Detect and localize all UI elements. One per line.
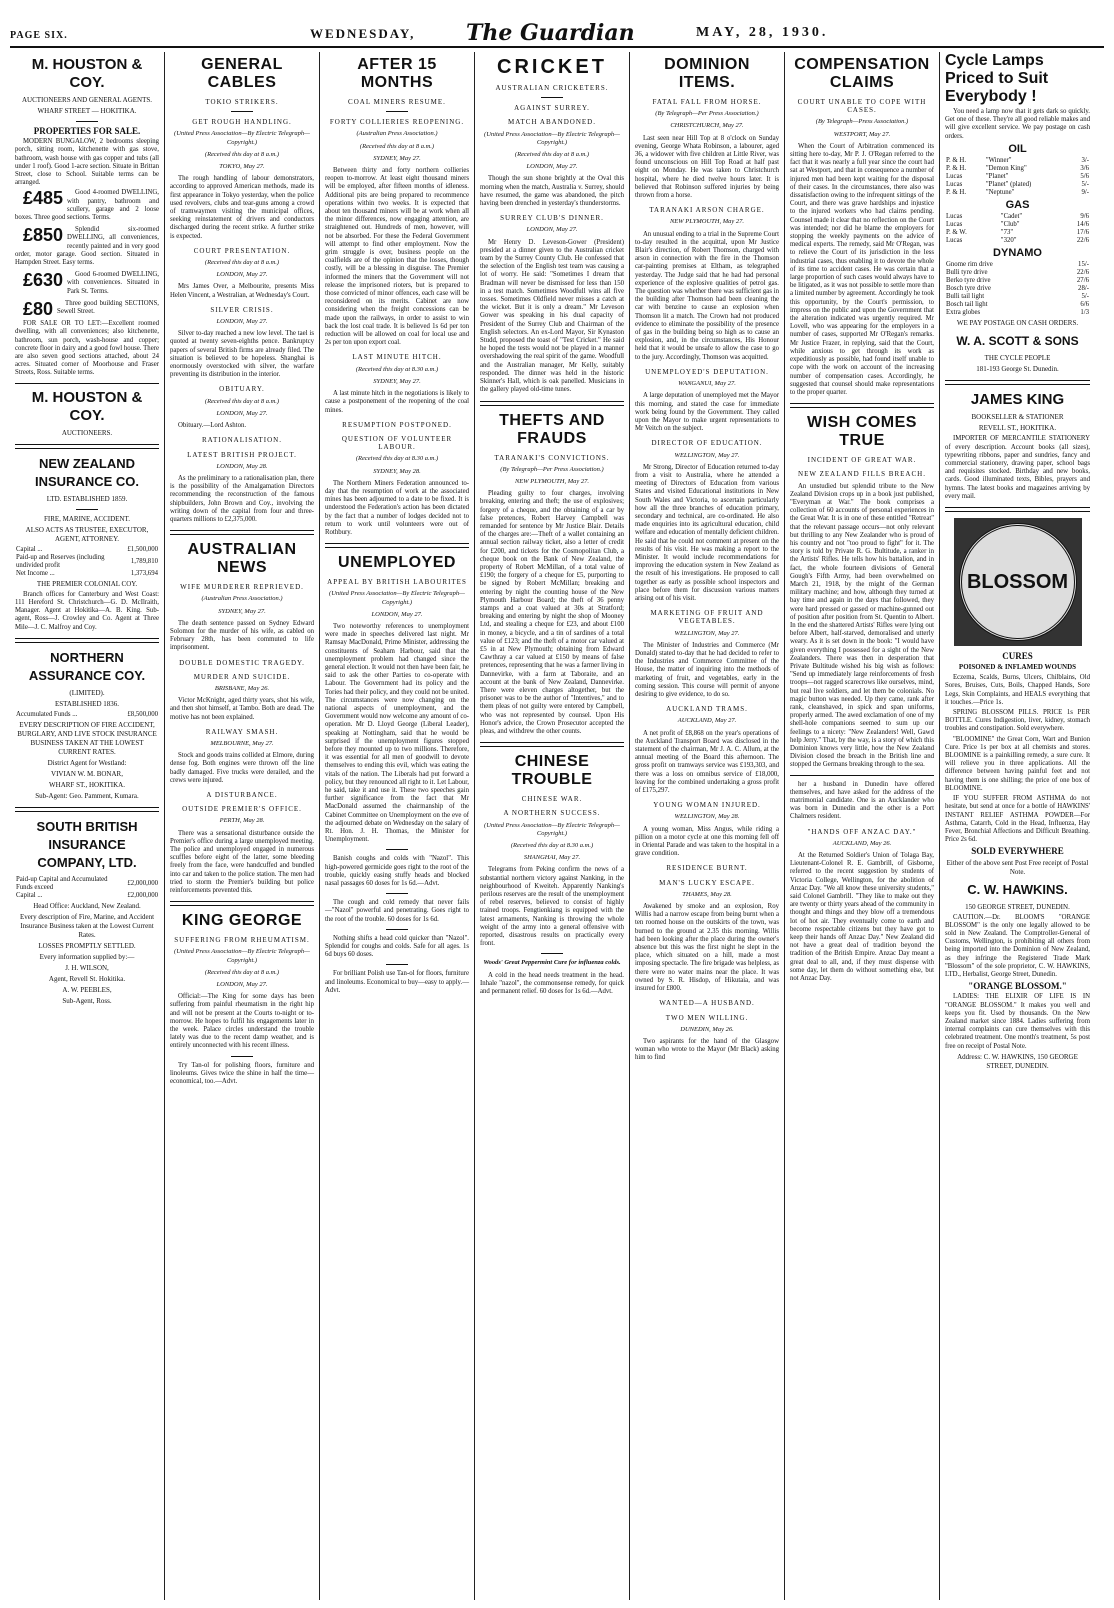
northern-assurance-line: District Agent for Westland: <box>47 758 127 767</box>
dateline: WELLINGTON, May 27. <box>674 451 740 459</box>
source-line: (By Telegraph—Press Association.) <box>815 118 909 126</box>
subheading: A DISTURBANCE. <box>206 790 278 799</box>
received-line: (Received this day at 8 a.m.) <box>204 150 280 158</box>
subheading: COURT PRESENTATION. <box>193 246 291 255</box>
hawkins-title: C. W. HAWKINS. <box>967 881 1068 897</box>
subheading: COAL MINERS RESUME. <box>348 98 446 106</box>
dateline: LONDON, May 27. <box>526 163 578 171</box>
property-listing: £80 Three good building SECTIONS, Sewell Street. <box>15 300 159 316</box>
issue-day: WEDNESDAY, <box>310 26 416 41</box>
property-listing: £485 Good 4-roomed DWELLING, with pantry, bathroom and scullery, garage and 2 loose boxes. Three good sections. Terms. <box>15 188 159 222</box>
blossom-logo <box>954 518 1082 646</box>
subheading: TOKIO STRIKERS. <box>205 98 279 106</box>
subheading: TARANAKI'S CONVICTIONS. <box>494 453 610 462</box>
houston-title: M. HOUSTON & COY. <box>31 56 143 91</box>
dateline: AUCKLAND, May 27. <box>677 717 737 725</box>
subheading: LATEST BRITISH PROJECT. <box>187 450 297 459</box>
dateline: LONDON, May 27. <box>216 271 268 279</box>
article-text: Official:—The King for some days has been suffering from painful rheumatism in the right hip and will not be present at the Courts to-night or to-morrow. He hopes to fulfil his engagements later in the week. Palace circles understand the trouble lately was due to the recent damp weather, and is entirely unconnected with his recent illness. <box>170 993 314 1050</box>
article-text: As the preliminary to a rationalisation plan, there is the possibility of the Amalgamation Directors recommending the reconstruction of the famous shipbuilders, John Brown and Coy., involving the writing down of the capital from four and three-quarters millions to £2,375,000. <box>170 474 314 523</box>
subheading: MAN'S LUCKY ESCAPE. <box>659 878 755 887</box>
price-row: Berko tyre drive 27/6 <box>946 277 1089 285</box>
column-cricket <box>475 52 630 1600</box>
subheading: AUSTRALIAN CRICKETERS. <box>495 84 609 92</box>
nz-insurance-title: NEW ZEALAND INSURANCE CO. <box>34 455 139 489</box>
article-text: The death sentence passed on Sydney Edward Solomon for the murder of his wife, as cabled on February 28th, has been commuted to life imprisonment. <box>170 619 314 652</box>
gas-lamp-prices <box>945 213 1090 245</box>
south-british-title: SOUTH BRITISH INSURANCE COMPANY, LTD. <box>36 818 138 870</box>
article-text: The Northern Miners Federation announced to-day that the resumption of work at the associated mines has been adjourned to a date to be fixed. It is understood the Federation's action has been dictated by the fact that a number of lodges decided not to return to work until volunteers were out of Rothbury. <box>325 479 469 536</box>
dateline: TOKYO, May 27. <box>219 163 265 171</box>
dateline: SYDNEY, May 27. <box>373 154 421 162</box>
dateline: SYDNEY, May 28. <box>373 467 421 475</box>
dateline: WELLINGTON, May 27. <box>674 629 740 637</box>
dateline: LONDON, May 27. <box>216 981 268 989</box>
dateline: WELLINGTON, May 28. <box>674 813 740 821</box>
property-listing: MODERN BUNGALOW, 2 bedrooms sleeping porch, sitting room, kitchenette with gas stove, bathroom, wash house with gas copper and tubs (all under 1 roof). Good 1-acre section. Situate in Brittan Street, close to School. Suitable terms can be arranged. <box>15 138 159 187</box>
dateline: LONDON, May 27. <box>216 409 268 417</box>
james-king-address: REVELL ST., HOKITIKA. <box>978 424 1057 433</box>
column-compensation-claims <box>785 52 940 1600</box>
dateline: DUNEDIN, May 26. <box>680 1025 734 1033</box>
james-king-title: JAMES KING <box>970 391 1065 409</box>
article-text: Mr Strong, Director of Education returned to-day from a visit to Australia, where he attended a meeting of Directors of Education from various States and visited Educational institutions in New South Wales and Victoria, to ascertain particularly how all the three branches of education primary, secondary and technical, are co-ordinated. He also made enquiries into its agricultural education, child welfare and education of mentally deficient children. He said that he could not comment at present on the results of his visit. He was making a report to the Minister. It would include recommendations for improving the education system in New Zealand as the result of his investigations. He proposed to call together as early as possible school inspectors and place before them for discussion various matters arising out of his visit. <box>635 463 779 602</box>
dateline: SHANGHAI, May 27. <box>523 854 581 862</box>
postage-note: WE PAY POSTAGE ON CASH ORDERS. <box>956 319 1079 328</box>
section-heading: COMPENSATION CLAIMS <box>794 56 930 91</box>
price-row: Extra globes 1/3 <box>946 309 1089 317</box>
price-row: Lucas "320" 22/6 <box>946 237 1089 245</box>
section-heading: CRICKET <box>497 56 607 78</box>
dateline: SYDNEY, May 27. <box>218 607 266 615</box>
northern-assurance-line: EVERY DESCRIPTION OF FIRE ACCIDENT, BURGLARY, AND LIVE STOCK INSURANCE BUSINESS TAKEN AT THE LOWEST CURRENT RATES. <box>17 720 157 756</box>
subheading: MATCH ABANDONED. <box>508 118 596 127</box>
blossom-logo-text: BLOSSOM <box>959 523 1077 641</box>
cycle-lamps-intro: You need a lamp now that it gets dark so quickly. Get one of these. They're all good reliable makes and will give excellent service. We pay postage on cash orders. <box>945 108 1090 140</box>
article-text: Mr Henry D. Leveson-Gower (President) presided at a dinner given to the Australian cricket team by the Surrey County Club. He confessed that the selection of the English test team was causing a lot of worry. He said: "Sometimes I dream that Bradman will never be dismissed for less than 150 in a test match. Sometimes Woodfull wins all five tosses. Sometimes Oldfield never misses a catch at the wicket. But it is only a dream." Mr Leveson Gower was speaking in his dual capacity of President of the Surrey Club and Chairman of the English selectors. An ex-Lord Mayor, Sir Kynaston Studd, proposed the toast of "Test Cricket." He said he hoped the tests would not be played in a manner overshadowing the real spirit of the game. Woodfull and the Australian manager, Mr Kelly, suitably responded. The dinner was held in the historic Skinner's Hall, which is oak panelled. Musicians in the gallery played old-time tunes. <box>480 238 624 394</box>
received-line: (Received this day at 8 a.m.) <box>204 259 280 267</box>
received-line: (Received this day at 8.30 a.m.) <box>355 365 439 373</box>
advertisement-text: Nothing shifts a head cold quicker than "Nazol". Splendid for coughs and colds. Safe for all ages. 1s 6d buys 60 doses. <box>325 934 469 959</box>
dateline: NEW PLYMOUTH, May 27. <box>669 218 745 226</box>
article-text: Last seen near Hill Top at 8 o'clock on Sunday evening, George Whata Robinson, a labourer, aged 36, a widower with five children at Little River, was found unconscious on Hill Top Road at half past eight on Monday. He was taken to Christchurch hospital, where he died twelve hours later. It is believed that Robinson suffered injuries by being thrown from a horse. <box>635 134 779 200</box>
subheading: QUESTION OF VOLUNTEER LABOUR. <box>341 434 453 452</box>
article-text: There was a sensational disturbance outside the Premier's office during a large unemployed meeting. The police and unemployed engaged in numerous scuffles before eight of the latter, some bleeding freely from the face, were handcuffed and bundled into car and taken to the police station. The men had tried to storm the Premier's building but police reinforcements prevented this. <box>170 829 314 895</box>
nz-insurance-line: FIRE, MARINE, ACCIDENT. <box>43 514 130 523</box>
nz-insurance-sub: LTD. ESTABLISHED 1859. <box>46 494 128 503</box>
northern-assurance-line: VIVIAN W. M. BONAR, <box>51 769 123 778</box>
received-line: (Received this day at 8 a.m.) <box>359 142 435 150</box>
dateline: LONDON, May 28. <box>216 462 268 470</box>
article-text: The Minister of Industries and Commerce (Mr Donald) stated to-day that he had decided to refer to the Industries and Commerce Committee of the House, the matter of inquiring into the methods of marketing of fruit, and vegetables, early in the coming session. This course will permit of anyone desiring to give evidence, to do so. <box>635 641 779 698</box>
section-heading: WISH COMES TRUE <box>807 414 917 450</box>
received-line: (Received this day at 8 a.m.) <box>204 968 280 976</box>
subheading: WANTED—A HUSBAND. <box>659 999 755 1008</box>
article-text: Silver to-day reached a new low level. The tael is quoted at twenty seven-eighths pence. Bankruptcy papers of several British firms are already filed. The situation is believed to be hopeless. Shanghai is enormously overstocked with silver, the warfare preventing its distribution in the interior. <box>170 330 314 379</box>
article-text: Telegrams from Peking confirm the news of a substantial northern victory against Nanking, in the neighbourhood of Kweiteh. Apparently Nanking's perilous reserves are the result of the unemployment of rebel reserves, believed to consist of highly trained troops. Fengtienkiang is equipped with the latest armaments, Nanking is throwing the whole weight of the army into a general offensive with reported, disastrous results on practically every front. <box>480 866 624 948</box>
dateline: BRISBANE, May 26. <box>214 684 270 692</box>
property-price: £485 <box>23 188 64 209</box>
price-row: P. & H. "Neptune" 9/- <box>946 189 1089 197</box>
subheading: OUTSIDE PREMIER'S OFFICE. <box>182 805 302 814</box>
south-british-line: J. H. WILSON, <box>65 963 109 972</box>
subheading: YOUNG WOMAN INJURED. <box>653 801 761 810</box>
price-row: Bosch tail light 6/6 <box>946 301 1089 309</box>
article-text: her a husband in Dunedin have offered themselves, and have asked for the address of the matrimonial candidate. One is an Aucklander who was born in Dunedin and the other is a Port Chalmers resident. <box>790 780 934 821</box>
dateline: NEW PLYMOUTH, May 27. <box>514 477 590 485</box>
hawkins-address: 150 GEORGE STREET, DUNEDIN. <box>965 902 1070 911</box>
dateline: LONDON, May 27. <box>216 318 268 326</box>
property-listing: £630 Good 6-roomed DWELLING, with conveniences. Situated in Park St. Terms. <box>15 271 159 296</box>
source-line: (United Press Association—By Electric Telegraph—Copyright.) <box>174 948 310 964</box>
dateline: WESTPORT, May 27. <box>833 130 891 138</box>
subheading: TWO MEN WILLING. <box>665 1013 749 1022</box>
price-row: Bosch tyre drive 28/- <box>946 285 1089 293</box>
subheading: OBITUARY. <box>219 385 265 394</box>
subheading: MURDER AND SUICIDE. <box>193 672 291 681</box>
subheading: DOUBLE DOMESTIC TRAGEDY. <box>179 658 305 667</box>
houston-title-2: M. HOUSTON & COY. <box>31 388 143 424</box>
nz-insurance-branches: Branch offices for Canterbury and West Coast: 111 Hereford St. Christchurch—G. D. McIlraith, Manager. Agent at Hokitika—A. B. King. Sub-agent, Ross—J. Crowley and Co. Agent at Three Mile—J. C. Malfroy and Coy. <box>15 590 159 631</box>
hawkins-address-footer: Address: C. W. HAWKINS, 150 GEORGE STREET, DUNEDIN. <box>957 1052 1078 1070</box>
advertisement-text: Try Tan-ol for polishing floors, furniture and linoleums. Gives twice the shine in half the time—economical, too.—Advt. <box>170 1061 314 1086</box>
subheading: AUCKLAND TRAMS. <box>666 705 748 714</box>
price-row: Lucas "Planet" 5/6 <box>946 173 1089 181</box>
subheading: GET ROUGH HANDLING. <box>192 118 292 127</box>
ladies-text: LADIES: THE ELIXIR OF LIFE IS IN "ORANGE BLOSSOM." It makes you well and keeps you fit. Used by thousands. On the New Zealand market since 1884. Ladies suffering from internal complaints can cure themselves with this celebrated treatment. One month's treatment, 5s post free on receipt of Postal Note. <box>945 993 1090 1050</box>
asthma-text: IF YOU SUFFER FROM ASTHMA do not hesitate, but send at once for a bottle of HAWKINS' INSTANT RELIEF ASTHMA POWDER—For Asthma, Catarrh, Cold in the Head, Influenza, Hay Fever, Bronchial Affections and Difficult Breathing. Price 2s 6d. <box>945 795 1090 844</box>
article-text: Though the sun shone brightly at the Oval this morning when the match, Australia v. Surrey, should have resumed, the game was abandoned, the pitch having been drenched in yesterday's thunderstorms. <box>480 175 624 208</box>
cures-sub: POISONED & INFLAMED WOUNDS <box>958 663 1077 672</box>
section-heading: DOMINION ITEMS. <box>664 56 750 91</box>
orange-blossom-heading: "ORANGE BLOSSOM." <box>968 981 1067 992</box>
subheading: LAST MINUTE HITCH. <box>352 353 442 362</box>
scott-title: W. A. SCOTT & SONS <box>956 334 1079 349</box>
northern-assurance-title: NORTHERN ASSURANCE COY. <box>28 649 146 683</box>
subheading: SILVER CRISIS. <box>210 305 274 314</box>
article-text: A net profit of £8,868 on the year's operations of the Auckland Transport Board was disclosed in the statement of the chairman, Mr J. A. C. Allum, at the annual meeting of the Board this afternoon. The gross profit on tramways service was £193,303, and there was a loss on omnibus service of £18,000, leaving for the combined undertaking a gross profit of £175,297. <box>635 729 779 795</box>
scott-address: 181-193 George St. Dunedin. <box>976 365 1059 374</box>
subheading: MARKETING OF FRUIT AND VEGETABLES. <box>650 609 764 626</box>
corn-cure-text: "BLOOMINE" the Great Corn, Wart and Bunion Cure. Price 1s per box at all chemists and stores. BLOOMINE is a painkilling remedy, a sure cure. It will relieve you in three applications. All the difference between having painful feet and not having them is one shilling; the price of one box of BLOOMINE. <box>945 735 1090 792</box>
column-general-cables <box>165 52 320 1600</box>
subheading: A NORTHERN SUCCESS. <box>503 809 601 818</box>
sold-everywhere: SOLD EVERYWHERE <box>971 846 1064 857</box>
price-row: Lucas "Club" 14/6 <box>946 221 1089 229</box>
james-king-text: IMPORTER OF MERCANTILE STATIONERY of every description. Account books (all sizes), typewriting ribbons, paper and sundries, fancy and commercial stationery, drawing paper, school bags and requisites stocked. Birthday and new books, cards. Good illuminated texts, Bibles, prayers and hymns. The latest books and magazines arriving by every mail. <box>945 435 1090 500</box>
dateline: LONDON, May 27. <box>371 610 423 618</box>
subheading: TARANAKI ARSON CHARGE. <box>649 206 765 215</box>
price-row: Lucas "Cadet" 9/6 <box>946 213 1089 221</box>
property-price: £850 <box>23 225 64 246</box>
dynamo-prices <box>945 261 1090 317</box>
james-king-sub: BOOKSELLER & STATIONER <box>971 413 1064 422</box>
oil-heading: OIL <box>1008 142 1027 155</box>
article-text: A last minute hitch in the negotiations is likely to cause a postponement of the reopening of the coal mines. <box>325 390 469 414</box>
houston-sub-2: AUCTIONEERS. <box>61 428 113 437</box>
source-line: (By Telegraph—Per Press Association.) <box>500 465 604 473</box>
column-advertisements-left <box>10 52 165 1600</box>
article-text: The rough handling of labour demonstrators, according to approved American methods, made its first appearance in Tokyo yesterday, when the police used revolvers, clubs and tear-guns among a crowd of tramwaymen visiting the municipal offices, seeking reinstatement of drivers and conductors discharged during the recent strike. A further strike is expected. <box>170 175 314 240</box>
section-heading: UNEMPLOYED <box>338 554 456 572</box>
subheading: COURT UNABLE TO COPE WITH CASES. <box>797 98 927 115</box>
article-text: Two aspirants for the hand of the Glasgow woman who wrote to the Mayor (Mr Black) asking him to find <box>635 1037 779 1062</box>
article-text: Mrs James Over, a Melbourite, presents Miss Helen Vincent, a Westralian, at Wednesday's Court. <box>170 283 314 299</box>
properties-heading: PROPERTIES FOR SALE. <box>33 126 141 136</box>
cures-text: Eczema, Scalds, Burns, Ulcers, Chilblains, Old Sores, Bruises, Cuts, Boils, Chapped Hands, Sore Legs, Skin Complaints, and HEALS everything that it touches.—Price 1s. <box>945 674 1090 706</box>
subheading: FATAL FALL FROM HORSE. <box>652 98 762 106</box>
subheading: UNEMPLOYED'S DEPUTATION. <box>645 367 769 376</box>
column-dominion-items <box>630 52 785 1600</box>
source-line: (United Press Association—By Electric Telegraph—Copyright.) <box>329 590 465 606</box>
section-heading: KING GEORGE <box>181 912 303 930</box>
subheading: RAILWAY SMASH. <box>205 727 279 736</box>
south-british-line: LOSSES PROMPTLY SETTLED. <box>38 941 136 950</box>
northern-assurance-line: Sub-Agent: Geo. Pamment, Kumara. <box>35 791 139 800</box>
article-text: Pleading guilty to four charges, involving breaking, entering and theft; the use of explosives; forgery of a cheque, and the obtaining of a car by false pretences, Robert Harvey Campbell was remanded for sentence by Mr Justice Blair. Details of the charges are:—Theft of a wallet containing an annual section railway ticket, also a letter of credit for £200, and tickets for the Cosmopolitan Club, a cheque book on the Bank of New Zealand, the property of Robert McMillan, of a total value of £190; the forgery of a cheque for £5, purporting to be signed by Robert McMillan; breaking and entering by night the counting house of the New Plymouth Harbour Board; the theft of 36 penny stamps and a coat valued at 30s at Stratford; breaking and entering by night the shop of Mooney Ltd, and stealing a cheque for £23, and about £100 in money, a bicycle, and a tin of sardines of a total value of £123; and the theft of a motor car valued at £5 in at New Plymouth; obtaining from Edward Cawthray a car valued at £150 by means of false pretences, representing that he was a farmer living in Dannevirke, with a farm at Taboraite, and an account at the bank of New Zealand, Dannevirke. There were eleven charges altogether, but the prisoner was to be the author of "Intentives," and to them pleas of not guilty were entered by Campbell, who was not represented by counsel. Upon His Honor's advice, the Crown Prosecutor accepted the pleas, and withdrew the other counts. <box>480 490 624 735</box>
subheading: SURREY CLUB'S DINNER. <box>500 214 604 223</box>
subheading: APPEAL BY BRITISH LABOURITES <box>327 578 467 587</box>
received-line: (Received this day at 8 a.m.) <box>514 151 590 159</box>
price-row: Lucas "Planet" (plated) 5/- <box>946 181 1089 189</box>
source-line: (Australian Press Association.) <box>201 595 283 603</box>
northern-assurance-line: WHARF ST., HOKITIKA. <box>49 780 125 789</box>
nz-insurance-line: ALSO ACTS AS TRUSTEE, EXECUTOR, AGENT, ATTORNEY. <box>25 525 149 543</box>
section-heading: AUSTRALIAN NEWS <box>187 541 297 577</box>
price-row: P. & H. "Winner" 3/- <box>946 157 1089 165</box>
dateline: LONDON, May 27. <box>526 226 578 234</box>
article-text: An unstudied but splendid tribute to the New Zealand Division crops up in a book just published, "Everyman at War." The book comprises a collection of 60 accounts of personal experiences in the Great War. It is in one of these entitled "Retreat" that the relevant passage occurs—not only relevant but thrilling to any New Zealander who is proud of his country and not "too proud to fight" for it. The story is told by Private R. G. Bultitude, a ranker in the Artists' Rifles. He tells how his battalion, and in fact, the whole fourteen divisions of General Gough's Fifth Army, had been overwhelmed on March 21, 1918, by the might of the German military machine; and how, although they turned at bay time and again in the days that followed, they were hard pressed or gassed or machine-gunned out of position after position from St. Quentin to Albert. In the end the shattered Artists' Rifles were lying out before Albert, half-starved, demoralised and utterly weary. As it is set down in the book: "I would have given everything I possessed for a sight of the New Zealanders. There was then in desperation that Private Bultitude wished his big wish as follows: "Send up immediately large reinforcements of fresh troops—not ragged scarecrows like ourselves, mind, but real live soldiers, and let them be colonials. No magic button was needed. Up they came, rank after rank, cleanshaved, in spick and span uniforms, properly armed. The awed exclamation of one of my shell-hole companions seemed to sum up our feelings to a nicety: "New Zealanders! Well, Gawd help Jerry." That, by the way, is a story of which this Dominion knows very little, how the New Zealand Division closed the breach in the British line and stopped the Germans breaking through to the sea. <box>790 482 934 769</box>
houston-address: WHARF STREET — HOKITIKA. <box>37 107 137 115</box>
advertisement-text: A cold in the head needs treatment in the head. Inhale "nazol", the commonsense remedy, for quick and permanent relief. 60 doses for 1s 6d.—Advt. <box>480 971 624 996</box>
subheading: DIRECTOR OF EDUCATION. <box>651 439 763 448</box>
south-british-line: Sub-Agent, Ross. <box>62 996 112 1005</box>
south-british-figures: Paid-up Capital and Accumulated Funds exceed £2,000,000 Capital ... £2,000,000 <box>16 875 158 899</box>
subheading: AGAINST SURREY. <box>514 104 590 113</box>
south-british-line: Head Office: Auckland, New Zealand. <box>33 901 141 910</box>
article-text: Awakened by smoke and an explosion, Roy Willis had a narrow escape from being burnt when a ten roomed house on the outskirts of the town, was burned to the ground at 2.35 this morning. Willis had been looking after the place during the owner's absence but this was the first night he slept in the place, which situated on a hill, made a most imposing spectacle. The fire brigade was helpless, as there were no water mains near the place. It was owned by S. R. Hisdop, of Hikutaia, and was insured for £800. <box>635 903 779 993</box>
page-label: PAGE SIX. <box>10 30 68 41</box>
subheading: RATIONALISATION. <box>202 436 282 445</box>
article-text: Between thirty and forty northern collieries reopen to-morrow. At least eight thousand miners will be employed, after fifteen months of idleness. Additional pits are being prepared to recommence operations within two weeks. It is expected that about ten thousand miners will be at work when all the minor differences, now engaging attention, are straightened out. Hundreds of men, however, will not be absorbed. For these the Federal Government will attempt to find other employment. Now the grim struggle is over, business people on the coalfields are of the opinion that the losses, though costly, will be a blessing in disguise. The Premier informed the miners that the Government will not release the imprisoned rioters, but is prepared to those convicted of minor offences, each case will be reconsidered on its merits. Cabinet are now considering when the freight concessions can be made upon the railways, in order to assist to win back the lost coal trade. It is believed 1s 6d per ton reduction will be allowed on coal for local use and 2s per ton upon export coal. <box>325 167 469 347</box>
dateline: SYDNEY, May 27. <box>373 377 421 385</box>
columns <box>10 52 1104 1600</box>
subheading: RESIDENCE BURNT. <box>666 864 748 873</box>
article-text: When the Court of Arbitration commenced its sitting here to-day, Mr P. J. O'Regan referred to the fact that it was nearly a full year since the court had sat at Westport, and that in consequence a number of injured men had been kept waiting for the disposal of their cases. In the circumstances, there also was dissatisfaction owing to the infrequent sittings of the Court, and there was grave hardships and injustice to the injured workers who had claims pending. Counsel made it clear that no reflection on the Court was intended; nor did he blame the employers for stopping the weekly payments on the advice of medical experts. The remedy, said Mr O'Regan, was to relieve the Court of its jurisdiction in the less industrial cases, thus enabling it to devote the whole of its time to accident cases. He was certain that a large proportion of such cases would always have to be litigated, as it was not possible to settle more than a limited number by agreement. Accordingly he took this opportunity, by the Court's permission, to impress on the public and upon the Government that the alteration indicated was urgently required. Mr Lovell, who was appearing for the employers in a number of cases, supported Mr O'Regan's remarks. Mr Justice Frazer, in replying, said that the Court, while anxious to get through its work as expeditiously as possible, had found itself unable to cope with the work on account of the increasing number of compensation cases. Accordingly, he suggested that counsel should make representations to the proper quarter. <box>790 142 934 396</box>
masthead: The Guardian <box>466 20 635 46</box>
source-line: (By Telegraph—Per Press Association.) <box>655 110 759 118</box>
dateline: WANGANUI, May 27. <box>678 380 736 388</box>
dateline: MELBOURNE, May 27. <box>210 739 274 747</box>
dynamo-heading: DYNAMO <box>993 247 1042 260</box>
advertisement-text: For brilliant Polish use Tan-ol for floors, furniture and linoleums. Economical to buy—easy to apply.—Advt. <box>325 970 469 994</box>
subheading: WIFE MURDERER REPRIEVED. <box>180 583 304 592</box>
houston-sub: AUCTIONEERS AND GENERAL AGENTS. <box>21 96 153 104</box>
column-coal-unemployed <box>320 52 475 1600</box>
price-row: Bulli tyre drive 22/6 <box>946 269 1089 277</box>
section-heading: THEFTS AND FRAUDS <box>499 411 605 447</box>
price-row: Bulli tail light 5/- <box>946 293 1089 301</box>
south-british-line: Agent, Revell St. Hokitika. <box>48 974 126 983</box>
article-text: At the Returned Soldier's Union of Tolaga Bay, Lieutenant-Colonel R. E. Gambrill, of Gisborne, referred to the recent suggestion by students of Victoria College, Wellington, for the abolition of Anzac Day. "We all know these university students," said Colonel Gambrill. "They like to make out they are twenty or thirty years ahead of the community in thought and things and they blow off a tremendous lot of hot air. They eventually come to earth and become respectable citizens but they have got to keep their hands off Anzac Day." New Zealand did not have a great deal of tradition beyond the tradition of the British Empire. Anzac Day meant a great deal to all, and, if they must dispense with some day, let them do without something else, but not Anzac Day. <box>790 852 934 983</box>
caution-text: CAUTION.—Dr. BLOOM'S "ORANGE BLOSSOM" is the only one legally allowed to be sold in New Zealand. The Comptroller-General of Customs, Wellington, is prohibiting all others from being imported into the Dominion of New Zealand, as they infringe the Registered Trade Mark "Blossom" of the sole proprietor, C. W. HAWKINS, LTD., Herbalist, George Street, Dunedin. <box>945 913 1090 978</box>
property-price: £80 <box>23 298 54 319</box>
subheading: "HANDS OFF ANZAC DAY." <box>807 827 917 836</box>
article-text: An unusual ending to a trial in the Supreme Court to-day resulted in the acquittal, upon Mr Justice Blair's direction, of Robert Thomson, charged with arson in connection with the fire in the Thomson car-painting premises at Eltham, as telegraphed yesterday. The Judge said that he had had personal experience of the explosive qualities of petrol gas. The question was whether there was sufficient gas in the building after Thomson had been cleaning the car with benzine to cause an explosion when Thomson lit a match. The Crown had not produced evidence to eliminate the possibility of the presence of gas in the building being so high as to cause an explosion, and, in the circumstances, His Honour held that it would be unsafe to allow the case to go to the jury. Accordingly, Thomson was acquitted. <box>635 230 779 361</box>
price-row: P. & H. "Demon King" 3/6 <box>946 165 1089 173</box>
article-text: Victor McKnight, aged thirty years, shot his wife, and then shot himself, at Tambo. Both are dead. The motive has not been explained. <box>170 697 314 721</box>
price-row: Gnome rim drive 15/- <box>946 261 1089 269</box>
dateline: THAMES, May 28. <box>682 890 732 898</box>
article-text: A large deputation of unemployed met the Mayor this morning, and stated the case for immediate work being found by the Government. They called upon the Mayor to make urgent representations to Mr Veitch on the subject. <box>635 392 779 433</box>
subheading: SUFFERING FROM RHEUMATISM. <box>174 936 310 945</box>
property-price: £630 <box>23 270 64 291</box>
section-heading: GENERAL CABLES <box>201 56 283 91</box>
property-listing: £850 Splendid six-roomed DWELLING, all conveniences, recently painted and in very good order, motor garage. Good section. Situated in Hampden Street. Easy terms. <box>15 225 159 267</box>
article-text: A young woman, Miss Angus, while riding a pillion on a motor cycle at one this morning fell off in Oriental Parade and was taken to the hospital in a grave condition. <box>635 825 779 858</box>
property-listing: FOR SALE OR TO LET:—Excellent roomed dwelling, with all conveniences; also kitchenette, bathroom, sun porch, wash-house and copper; concrete floor in dairy and a good fowl house. There are also seven good sections attached, about 24 acres. Situated corner of Moorhouse and Fraser Streets, Ross. Suitable terms. <box>15 320 159 377</box>
cycle-lamps-headline: Cycle Lamps Priced to Suit Everybody ! <box>945 52 1049 105</box>
section-heading: AFTER 15 MONTHS <box>357 56 437 91</box>
article-text: Two noteworthy references to unemployment were made in speeches delivered last night. Mr Ramsay MacDonald, Prime Minister, addressing the constituents of Seaham Harbour, said that the unemployment problem had changed since the general election. It would not then have been fair, he said to ask the other Parties to co-operate with Labour. The Government had its policy and the Tories had their policy, and they could not be united. The circumstances were now changing on the national aspects of unemployment, and the Government would now welcome any amount of co-operation. Mr D. Lloyd George (Liberal Leader), speaking at Nottingham, said that he would be surprised if the unemployment figures stopped before they mounted up to two millions. Therefore, it was essential for all men of goodwill to devote themselves to ending this evil, which was eating the vitals of the nation. The Liberals had put forward a policy, but they renounced all right to it. Let Labour, he said, take it and use it. These two speeches gain further significance from the fact that Mr MacDonald assumed the chairmanship of the Cabinet Committee on Unemployment on the eve of the adjourned debate on Wednesday on the salary of Rt. Hon. J. H. Thomas, the Minister for Unemployment. <box>325 622 469 844</box>
dateline: CHRISTCHURCH, May 27. <box>670 122 744 130</box>
source-line: (Australian Press Association.) <box>356 130 438 138</box>
article-text: Obituary.—Lord Ashton. <box>178 422 247 430</box>
received-line: (Received this day at 8.30 a.m.) <box>355 455 439 463</box>
cures-heading: CURES <box>1002 651 1033 662</box>
source-line: (United Press Association—By Electric Telegraph—Copyright.) <box>484 821 620 837</box>
gas-heading: GAS <box>1005 199 1030 212</box>
source-line: (United Press Association—By Electric Telegraph—Copyright.) <box>174 130 310 146</box>
dateline: PERTH, May 28. <box>219 817 265 825</box>
pills-text: SPRING BLOSSOM PILLS. PRICE 1s PER BOTTLE. Cures Indigestion, liver, kidney, stomach troubles and constipation. Sold everywhere. <box>945 709 1090 733</box>
issue-date: MAY, 28, 1930. <box>696 25 829 40</box>
price-row: P. & W. "73" 17/6 <box>946 229 1089 237</box>
article-text: Stock and goods trains collided at Elmore, during dense fog. Both engines were thrown off the line badly damaged. Five trucks were derailed, and the crews were injured. <box>170 752 314 784</box>
nz-insurance-line: THE PREMIER COLONIAL COY. <box>36 579 138 588</box>
northern-assurance-funds: Accumulated Funds ... £8,500,000 <box>16 710 158 718</box>
northern-assurance-sub: (LIMITED). <box>69 688 105 697</box>
received-line: (Received this day at 8.30 a.m.) <box>510 842 594 850</box>
subheading: FORTY COLLIERIES REOPENING. <box>329 118 465 127</box>
subheading: INCIDENT OF GREAT WAR. <box>807 456 917 465</box>
south-british-line: A. W. PEEBLES, <box>62 985 112 994</box>
advertisement-text: The cough and cold remedy that never fails—"Nazol" powerful and penetrating. Goes right to the root of the trouble. 60 doses for 1s 6d. <box>325 899 469 923</box>
subheading: RESUMPTION POSTPONED. <box>342 420 452 429</box>
northern-assurance-est: ESTABLISHED 1836. <box>55 699 119 708</box>
scott-sub: THE CYCLE PEOPLE <box>984 354 1051 363</box>
subheading: NEW ZEALAND FILLS BREACH. <box>798 470 926 479</box>
oil-lamp-prices <box>945 157 1090 197</box>
south-british-line: Every information supplied by:— <box>39 952 135 961</box>
received-line: (Received this day at 8 a.m.) <box>204 397 280 405</box>
advertisement-text: Banish coughs and colds with "Nazol". This high-powered germicide goes right to the root of the trouble, quickly easing stuffy heads and blocked nasal passages 60 doses for 1s 6d.—Advt. <box>325 855 469 888</box>
advertisement-heading: Woods' Great Peppermint Cure for influenza colds. <box>483 959 621 967</box>
subheading: CHINESE WAR. <box>521 795 583 804</box>
sold-sub: Either of the above sent Post Free receipt of Postal Note. <box>946 858 1089 876</box>
nz-insurance-figures: Capital ... £1,500,000 Paid-up and Reserves (including undivided profit 1,789,810 Net Income ... 1,373,694 <box>16 545 158 577</box>
source-line: (United Press Association—By Electric Telegraph—Copyright.) <box>484 130 620 146</box>
section-heading: CHINESE TROUBLE <box>511 753 593 789</box>
page-header <box>10 22 1104 48</box>
south-british-line: Every description of Fire, Marine, and Accident Insurance Business taken at the Lowest Current Rates. <box>19 912 155 939</box>
column-advertisements-right <box>940 52 1095 1600</box>
dateline: AUCKLAND, May 26. <box>832 839 892 847</box>
